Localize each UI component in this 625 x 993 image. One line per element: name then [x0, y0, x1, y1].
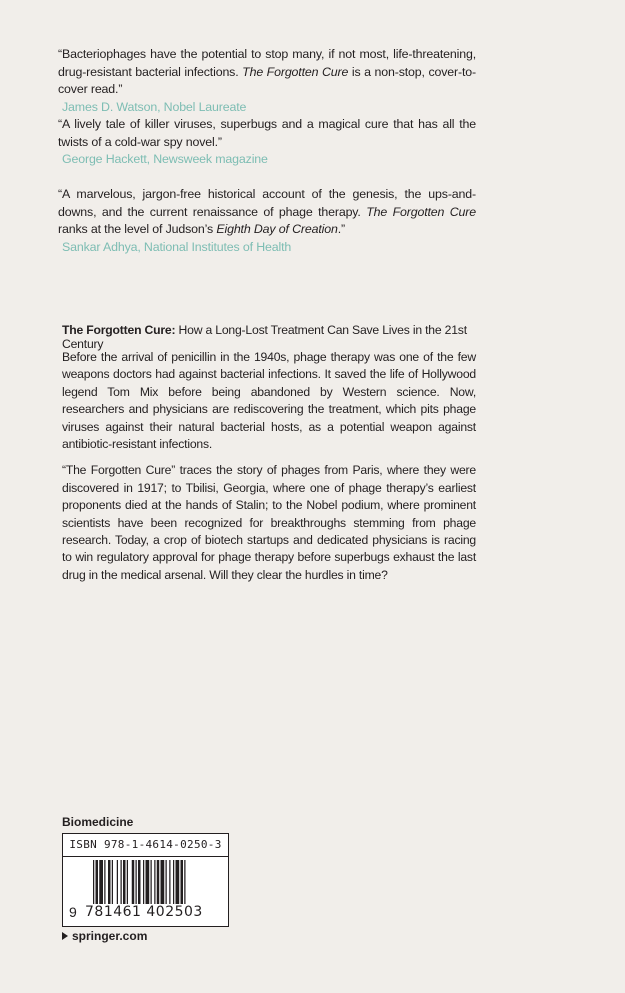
quote-adhya — [58, 186, 476, 256]
barcode-bar — [93, 860, 94, 904]
barcode-bar — [132, 860, 135, 904]
barcode-bar — [136, 860, 137, 904]
barcode-bar — [104, 860, 105, 904]
publisher-url: springer.com — [72, 929, 148, 943]
barcode-bar — [108, 860, 111, 904]
quote-text: “Bacteriophages have the potential to stop many, if not most, life-threatening, drug-resistant bacterial infections. The Forgotten Cure is a non-stop, cover-to-cover read.” — [58, 47, 476, 97]
quote-attribution: Sankar Adhya, National Institutes of Health — [62, 239, 292, 254]
book-description — [62, 349, 476, 593]
quote-text: “A lively tale of killer viruses, superbugs and a magical cure that has all the twists of a cold-war spy novel.” — [58, 117, 476, 149]
quote-watson — [58, 46, 476, 116]
barcode-bar — [154, 860, 155, 904]
barcode-bar — [161, 860, 165, 904]
isbn-barcode — [62, 833, 229, 927]
barcode-bar — [99, 860, 103, 904]
barcode-bar — [138, 860, 141, 904]
barcode-first-digit: 9 — [69, 904, 77, 920]
publisher-link[interactable] — [62, 929, 147, 943]
barcode-bar — [181, 860, 184, 904]
book-title-line — [62, 323, 492, 351]
quote-hackett — [58, 116, 476, 169]
barcode-bar — [157, 860, 160, 904]
quote-attribution: George Hackett, Newsweek magazine — [62, 152, 268, 167]
book-subtitle: How a Long-Lost Treatment Can Save Lives in the 21st Century — [62, 323, 467, 351]
barcode-digits: 781461 402503 — [85, 904, 203, 920]
barcode-bar — [169, 860, 170, 904]
barcode-bar — [143, 860, 144, 904]
barcode-bar — [123, 860, 126, 904]
description-paragraph-1: Before the arrival of penicillin in the 1940s, phage therapy was one of the few weapons doctors had against bacterial infections. It saved the life of Hollywood legend Tom Mix before being abandoned by Western science. Now, researchers and physicians are rediscovering the treatment, which pits phage viruses against their natural bacterial hosts, as a potential weapon against antibiotic-resistant infections. — [62, 350, 476, 452]
barcode-bar — [121, 860, 122, 904]
arrow-right-icon — [62, 932, 68, 940]
quote-text: “A marvelous, jargon-free historical account of the genesis, the ups-and-downs, and the current renaissance of phage therapy. The Forgotten Cure ranks at the level of Judson’s Eighth Day of Creation.” — [58, 187, 476, 237]
isbn-text: ISBN 978-1-4614-0250-3 — [63, 834, 228, 857]
barcode-bar — [112, 860, 113, 904]
description-paragraph-2: “The Forgotten Cure” traces the story of phages from Paris, where they were discovered in 1917; to Tbilisi, Georgia, where one of phage therapy’s earliest proponents died at the hands of Stalin; to the Nobel podium, where prominent scientists have been recognized for breakthroughs stemming from phage research. Today, a crop of biotech startups and dedicated physicians is racing to win regulatory approval for phage therapy before superbugs exhaust the last drug in the medical arsenal. Will they clear the hurdles in time? — [62, 463, 476, 582]
barcode-bar — [166, 860, 167, 904]
book-title: The Forgotten Cure: — [62, 323, 176, 337]
barcode-bar — [127, 860, 128, 904]
barcode-bar — [151, 860, 152, 904]
barcode-bar — [96, 860, 99, 904]
barcode-bar — [184, 860, 185, 904]
barcode-bars — [93, 860, 223, 904]
barcode-bar — [146, 860, 150, 904]
quote-attribution: James D. Watson, Nobel Laureate — [62, 99, 247, 114]
barcode-bar — [173, 860, 174, 904]
barcode-bar — [176, 860, 180, 904]
series-label: Biomedicine — [62, 815, 134, 829]
barcode-bar — [117, 860, 118, 904]
